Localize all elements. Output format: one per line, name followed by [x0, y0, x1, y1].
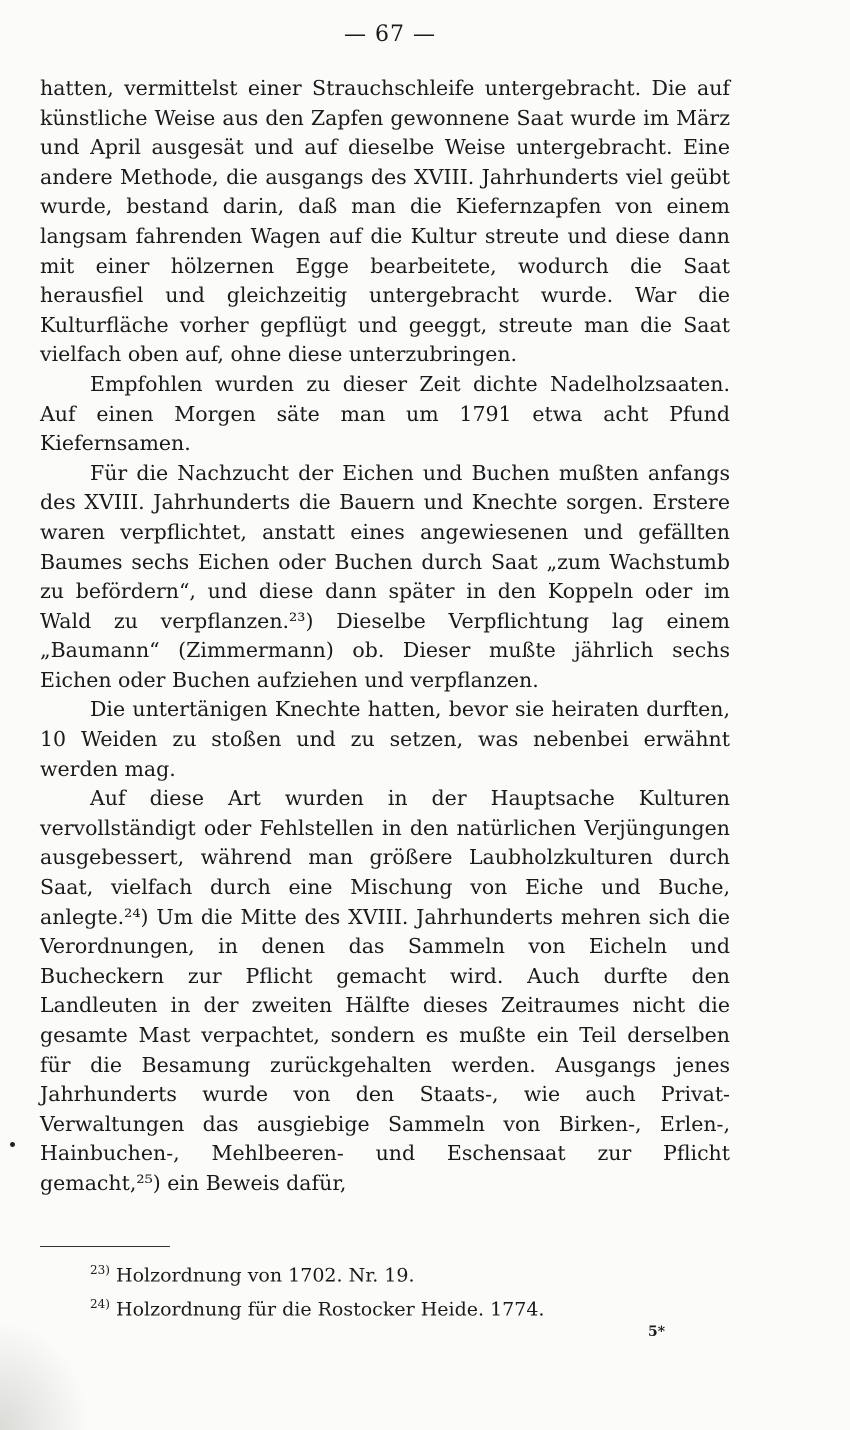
paragraph: Für die Nachzucht der Eichen und Buchen mußten anfangs des XVIII. Jahrhunderts die Bauern und Knechte sorgen. Erstere waren verpflichtet, anstatt eines angewiesenen und gefällten Baumes sechs Eichen oder Buchen durch Saat „zum Wachstumb zu befördern“, und diese dann später in den Koppeln oder im Wald zu verpflanzen.²³) Dieselbe Verpflichtung lag einem „Baumann“ (Zimmermann) ob. Dieser mußte jährlich sechs Eichen oder Buchen aufziehen und verpflanzen.	[40, 460, 730, 692]
paragraph: Empfohlen wurden zu dieser Zeit dichte Nadelholzsaaten. Auf einen Morgen säte man um 1791 etwa acht Pfund Kiefernsamen.	[40, 371, 730, 456]
paragraph: Auf diese Art wurden in der Hauptsache Kulturen vervollständigt oder Fehlstellen in den natürlichen Verjüngungen ausgebessert, während man größere Laubholzkulturen durch Saat, vielfach durch eine Mischung von Eiche und Buche, anlegte.²⁴) Um die Mitte des XVIII. Jahrhunderts mehren sich die Verordnungen, in denen das Sammeln von Eicheln und Bucheckern zur Pflicht gemacht wird. Auch durfte den Landleuten in der zweiten Hälfte dieses Zeitraumes nicht die gesamte Mast verpachtet, sondern es mußte ein Teil derselben für die Besamung zurückgehalten werden. Ausgangs jenes Jahrhunderts wurde von den Staats-, wie auch Privat-Verwaltungen das ausgiebige Sammeln von Birken-, Erlen-, Hainbuchen-, Mehlbeeren- und Eschensaat zur Pflicht gemacht,²⁵) ein Beweis dafür,	[40, 786, 730, 1195]
footnote-text: Holzordnung für die Rostocker Heide. 1774.	[116, 1298, 545, 1321]
footnote-divider	[40, 1246, 170, 1247]
margin-dot	[10, 1142, 15, 1147]
paragraph: Die untertänigen Knechte hatten, bevor sie heiraten durften, 10 Weiden zu stoßen und zu setzen, was nebenbei erwähnt werden mag.	[40, 697, 730, 781]
footnote-text: Holzordnung von 1702. Nr. 19.	[116, 1264, 415, 1287]
footnote-marker: 24)	[90, 1297, 110, 1312]
body-text	[40, 74, 730, 1199]
signature-mark: 5*	[648, 1324, 666, 1340]
footnote	[90, 1290, 730, 1324]
book-page	[40, 0, 830, 1430]
footnote-marker: 23)	[90, 1263, 110, 1277]
paper-stain	[0, 1320, 90, 1430]
footnotes	[90, 1256, 730, 1325]
paragraph: hatten, vermittelst einer Strauchschleife untergebracht. Die auf künstliche Weise aus den Zapfen gewonnene Saat wurde im März und April ausgesät und auf dieselbe Weise untergebracht. Eine andere Methode, die ausgangs des XVIII. Jahrhunderts viel geübt wurde, bestand darin, daß man die Kiefernzapfen von einem langsam fahrenden Wagen auf die Kultur streute und diese dann mit einer hölzernen Egge bearbeitete, wodurch die Saat herausfiel und gleichzeitig untergebracht wurde. War die Kulturfläche vorher gepflügt und geeggt, streute man die Saat vielfach oben auf, ohne diese unterzubringen.	[40, 76, 730, 367]
footnote	[90, 1256, 730, 1290]
page-number: — 67 —	[344, 22, 436, 47]
